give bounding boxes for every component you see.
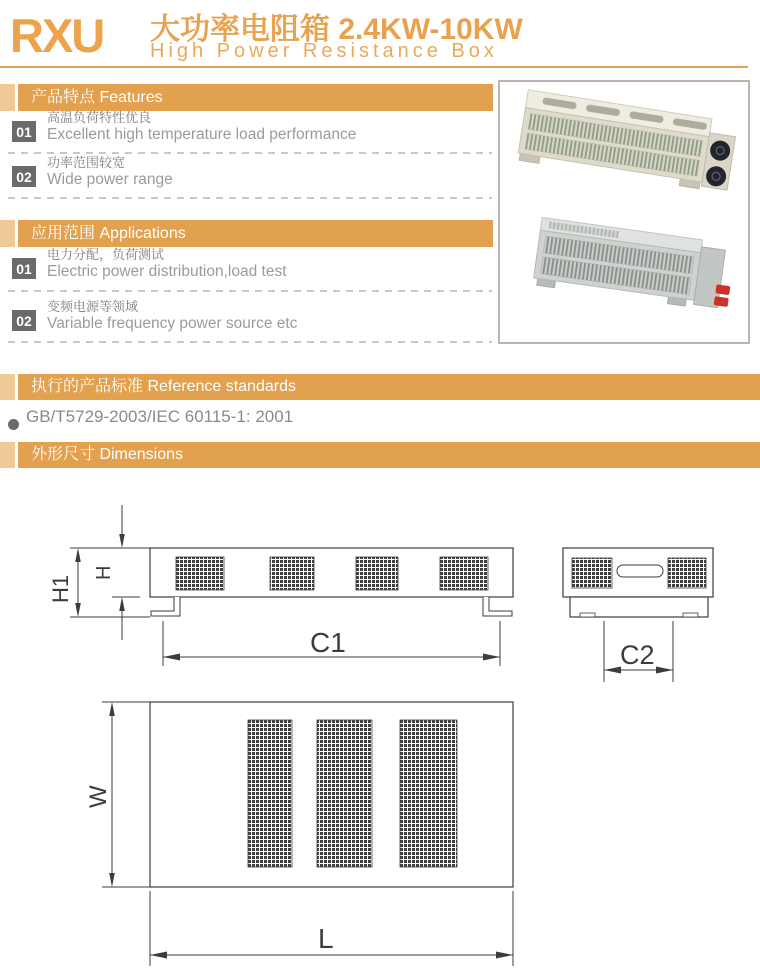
- product-photo: [500, 82, 748, 342]
- dim-label-h: H: [93, 565, 115, 580]
- standards-banner-accent: [0, 374, 15, 400]
- item-number-badge: 02: [12, 310, 36, 331]
- dim-label-h1: H1: [48, 574, 73, 603]
- item-number-badge: 01: [12, 121, 36, 142]
- standards-value: GB/T5729-2003/IEC 60115-1: 2001: [26, 407, 294, 426]
- bullet-icon: [8, 419, 19, 430]
- application-text-en: Variable frequency power source etc: [47, 315, 298, 332]
- feature-text-en: Wide power range: [47, 171, 173, 188]
- application-text-zh: 变频电源等领域: [47, 299, 139, 314]
- brand-logo: RXU: [10, 9, 104, 62]
- application-text-en: Electric power distribution,load test: [47, 263, 287, 280]
- features-banner: 产品特点 Features: [18, 84, 493, 111]
- product-photo-frame: [498, 80, 750, 344]
- dashed-separator: [8, 197, 492, 199]
- page-title-en: High Power Resistance Box: [150, 40, 498, 62]
- feature-item: [12, 154, 173, 189]
- header-divider: [0, 66, 748, 68]
- application-item: [12, 298, 297, 333]
- product-photo-bottom-box: [533, 217, 737, 312]
- application-item: [12, 246, 287, 281]
- dashed-separator: [8, 290, 492, 292]
- dimensions-banner-accent: [0, 442, 15, 468]
- product-photo-top-box: [517, 90, 737, 193]
- front-view-drawing: [70, 505, 513, 666]
- item-number-badge: 02: [12, 166, 36, 187]
- feature-text-en: Excellent high temperature load performance: [47, 126, 357, 143]
- dim-label-c1: C1: [310, 627, 346, 658]
- dimensions-banner: 外形尺寸 Dimensions: [18, 442, 760, 468]
- dim-label-c2: C2: [620, 640, 655, 670]
- dimension-drawings: [0, 470, 760, 978]
- applications-banner: 应用范围 Applications: [18, 220, 493, 247]
- application-text-zh: 电力分配，负荷测试: [47, 247, 165, 262]
- plan-view-drawing: [102, 702, 513, 966]
- dim-label-l: L: [318, 923, 334, 954]
- dashed-separator: [8, 341, 492, 343]
- features-banner-accent: [0, 84, 15, 111]
- feature-text-zh: 功率范围较宽: [47, 155, 126, 170]
- dim-label-w: W: [85, 785, 112, 808]
- applications-banner-accent: [0, 220, 15, 247]
- page-title-zh: 大功率电阻箱 2.4KW-10KW: [150, 13, 523, 46]
- feature-text-zh: 高温负荷特性优良: [47, 110, 152, 125]
- feature-item: [12, 109, 356, 144]
- item-number-badge: 01: [12, 258, 36, 279]
- standards-banner: 执行的产品标准 Reference standards: [18, 374, 760, 400]
